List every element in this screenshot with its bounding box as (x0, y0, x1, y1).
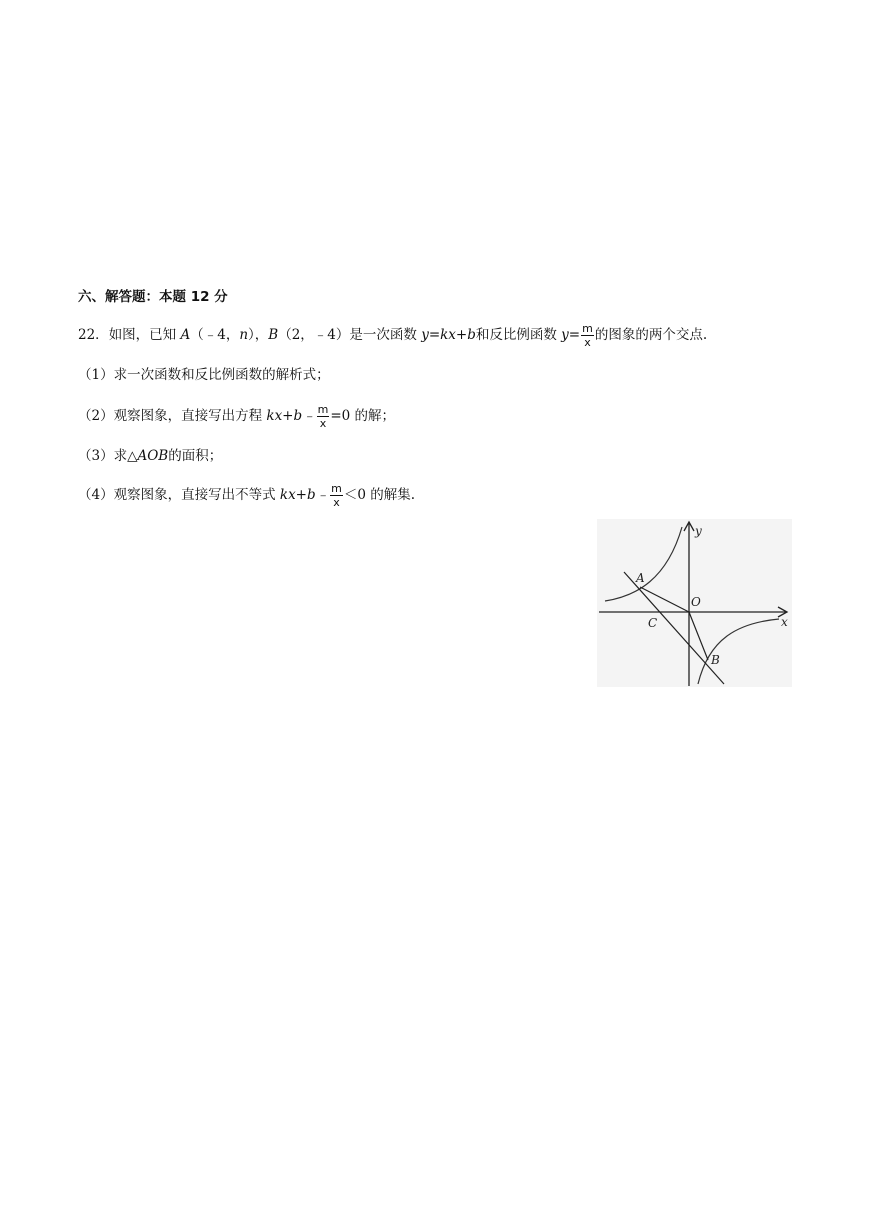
label-b: B (711, 653, 720, 667)
q2-post: =0 的解； (330, 408, 396, 424)
question-2 (78, 403, 395, 430)
var-n: n (239, 327, 249, 343)
fraction-numerator: m (582, 322, 593, 335)
q2-fraction (317, 403, 330, 430)
inverse-prefix: y= (561, 327, 581, 343)
linear-function: y=kx+b (421, 327, 476, 343)
graph-svg (597, 519, 792, 687)
label-c: C (648, 616, 658, 630)
label-x: x (781, 615, 788, 629)
q2-fraction-den: x (319, 417, 327, 430)
function-graph-figure (597, 519, 792, 687)
problem-statement (78, 322, 707, 349)
q4-fraction (330, 482, 343, 509)
problem-mid: 和反比例函数 (475, 327, 562, 343)
problem-pre: 如图，已知 (108, 327, 181, 343)
q2-expr: kx+b﹣ (266, 408, 316, 424)
q4-fraction-num: m (331, 482, 342, 495)
question-1: （1）求一次函数和反比例函数的解析式； (78, 367, 330, 383)
point-a-coord: （﹣4， (190, 327, 240, 343)
q3-triangle: AOB (137, 448, 169, 464)
q4-pre: （4）观察图象，直接写出不等式 (78, 487, 280, 503)
inverse-fraction (581, 322, 594, 349)
q2-fraction-num: m (317, 403, 329, 416)
question-3 (78, 444, 222, 464)
q2-pre: （2）观察图象，直接写出方程 (78, 408, 267, 424)
q3-post: 的面积； (168, 448, 223, 464)
fraction-denominator: x (584, 336, 591, 349)
point-b-name: B (268, 327, 279, 343)
label-a: A (636, 571, 645, 585)
problem-number: 22． (78, 327, 109, 343)
section-heading: 六、解答题：本题 12 分 (78, 289, 228, 305)
question-4 (78, 482, 415, 509)
q3-pre: （3）求△ (78, 448, 138, 464)
point-b-coord: （2，﹣4）是一次函数 (278, 327, 422, 343)
q4-post: ＜0 的解集. (343, 487, 416, 503)
label-y: y (695, 524, 702, 538)
point-a-name: A (180, 327, 191, 343)
q4-fraction-den: x (333, 496, 340, 509)
problem-tail: 的图象的两个交点. (594, 327, 708, 343)
label-o: O (691, 595, 701, 609)
q4-expr: kx+b﹣ (279, 487, 330, 503)
point-a-coord-end: ）， (248, 327, 269, 343)
